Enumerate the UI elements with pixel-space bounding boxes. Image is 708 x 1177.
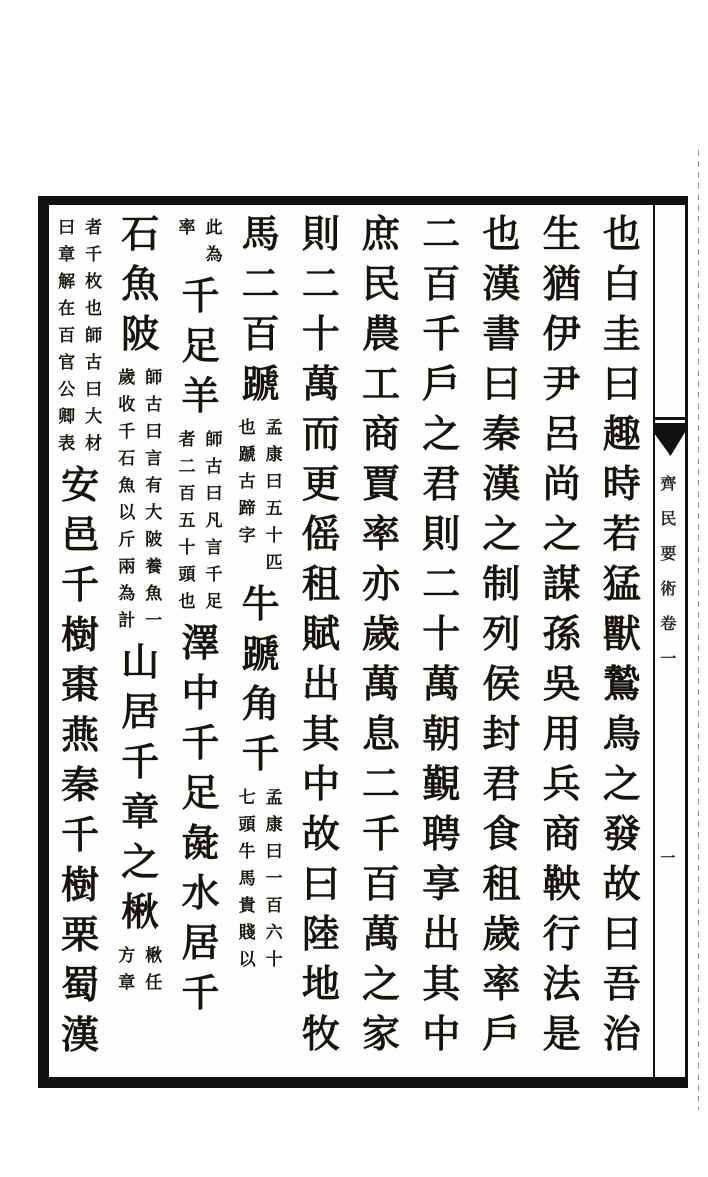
main-text-segment: 也白圭曰趣時若猛獸鷙鳥之發故曰吾治 [602, 214, 641, 1056]
elephant-trunk-line [655, 417, 685, 420]
note-right-subcolumn: 師古曰凡言千足 [205, 430, 223, 611]
text-frame-border [38, 196, 688, 1088]
note-left-subcolumn: 七頭牛馬貴賤以 [238, 788, 256, 969]
text-column-7 [231, 210, 291, 1073]
text-column-10 [50, 210, 110, 1073]
interlinear-note [231, 784, 291, 973]
main-text-segment: 澤中千足彘水居千 [181, 623, 220, 1015]
note-left-subcolumn: 曰章解在百官公卿表 [58, 218, 76, 453]
main-text-segment: 則二十萬而更傜租賦出其中故曰陸地牧 [301, 214, 340, 1056]
main-text-segment: 生猶伊尹呂尚之謀孫吳用兵商鞅行法是 [542, 214, 581, 1056]
page-fold-edge-line [698, 150, 699, 1110]
note-right-subcolumn: 師古曰言有大陂養魚一 [145, 368, 163, 630]
main-text-segment: 庶民農工商賈率亦歲萬息二千百萬之家 [362, 214, 401, 1056]
main-text-segment: 也漢書曰秦漢之制列侯封君食租歲率戶 [482, 214, 521, 1056]
note-right-subcolumn: 孟康曰一百六十 [265, 788, 283, 969]
note-left-subcolumn: 者二百五十頭也 [178, 430, 196, 611]
interlinear-note [170, 214, 230, 268]
note-left-subcolumn: 率 [178, 218, 196, 237]
text-column-3 [471, 210, 531, 1073]
main-text-segment: 馬二百蹏 [241, 214, 280, 406]
text-column-8 [170, 210, 230, 1073]
interlinear-note [231, 414, 291, 576]
note-left-subcolumn: 歲收千石魚以斤兩為計 [118, 368, 136, 630]
main-text-segment: 二百千戶之君則二十萬朝覲聘享出其中 [422, 214, 461, 1056]
main-text-segment: 安邑千樹棗燕秦千樹栗蜀漢 [61, 465, 100, 1057]
main-text-segment: 牛蹏角千 [241, 584, 280, 776]
fishtail-icon [655, 423, 685, 456]
note-right-subcolumn: 楸任 [145, 946, 163, 992]
banxin-strip [653, 205, 685, 1077]
folio-number: 一 [660, 851, 676, 867]
interlinear-note [170, 426, 230, 615]
text-column-1 [592, 210, 652, 1073]
note-right-subcolumn: 孟康曰五十匹 [265, 418, 283, 572]
main-text-segment: 山居千章之楸 [121, 642, 160, 934]
note-right-subcolumn: 此為 [205, 218, 223, 264]
text-column-6 [291, 210, 351, 1073]
interlinear-note [110, 364, 170, 634]
main-text-segment: 千足羊 [181, 276, 220, 418]
text-column-4 [411, 210, 471, 1073]
interlinear-note [110, 942, 170, 996]
main-text-area [49, 205, 653, 1077]
note-left-subcolumn: 也蹏古蹄字 [238, 418, 256, 545]
note-left-subcolumn: 方章 [118, 946, 136, 992]
text-column-9 [110, 210, 170, 1073]
text-column-2 [532, 210, 592, 1073]
banxin-book-title: 齊民要術卷一 [660, 476, 677, 668]
note-right-subcolumn: 者千枚也師古曰大材 [85, 218, 103, 453]
main-text-segment: 石魚陂 [121, 214, 160, 356]
text-column-5 [351, 210, 411, 1073]
interlinear-note [50, 214, 110, 457]
